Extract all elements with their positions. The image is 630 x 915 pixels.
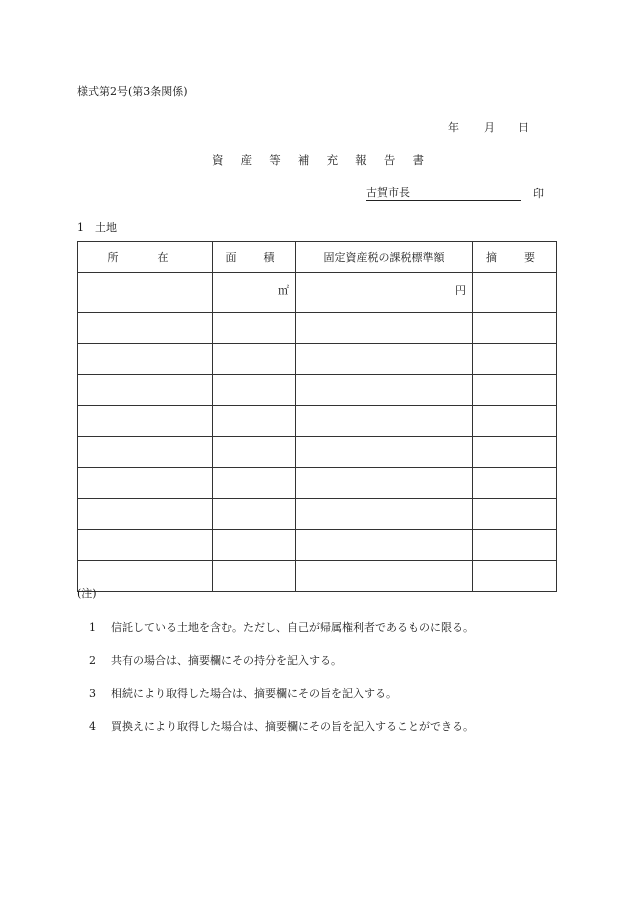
note-number: 4 <box>89 720 96 733</box>
section-heading: 1 土地 <box>77 221 117 234</box>
cell-tax-value[interactable] <box>296 499 473 530</box>
cell-remarks[interactable] <box>473 468 557 499</box>
table-row <box>78 406 557 437</box>
table-row <box>78 375 557 406</box>
cell-area[interactable] <box>213 437 296 468</box>
cell-remarks[interactable] <box>473 530 557 561</box>
cell-tax-value[interactable] <box>296 406 473 437</box>
table-row <box>78 344 557 375</box>
cell-location[interactable] <box>78 437 213 468</box>
title-char: 報 <box>355 153 367 167</box>
table-row <box>78 437 557 468</box>
notes-label: (注) <box>77 587 97 600</box>
seal-mark: 印 <box>533 187 544 200</box>
cell-remarks[interactable] <box>473 375 557 406</box>
area-unit: ㎡ <box>278 284 289 297</box>
cell-tax-value[interactable] <box>296 375 473 406</box>
cell-location[interactable] <box>78 344 213 375</box>
cell-tax-value[interactable] <box>296 344 473 375</box>
table-header-row <box>78 242 557 273</box>
date-year-label: 年 <box>448 121 459 134</box>
note-text: 買換えにより取得した場合は、摘要欄にその旨を記入することができる。 <box>111 720 474 733</box>
cell-remarks[interactable] <box>473 437 557 468</box>
note-number: 3 <box>89 687 96 700</box>
cell-area[interactable] <box>213 499 296 530</box>
cell-location[interactable] <box>78 530 213 561</box>
cell-area[interactable] <box>213 375 296 406</box>
title-char: 書 <box>412 153 424 167</box>
document-title <box>212 155 424 167</box>
title-char: 告 <box>383 153 396 167</box>
cell-remarks[interactable] <box>473 499 557 530</box>
note-text: 相続により取得した場合は、摘要欄にその旨を記入する。 <box>111 687 397 700</box>
header-tax-value: 固定資産税の課税標準額 <box>296 242 473 273</box>
table-row <box>78 561 557 592</box>
cell-area[interactable] <box>213 530 296 561</box>
header-location: 所 在 <box>78 242 213 273</box>
note-text: 共有の場合は、摘要欄にその持分を記入する。 <box>111 654 342 667</box>
cell-remarks[interactable] <box>473 273 557 313</box>
table-row <box>78 499 557 530</box>
table-row <box>78 313 557 344</box>
form-number: 様式第2号(第3条関係) <box>77 85 188 98</box>
date-line <box>448 122 538 133</box>
cell-location[interactable] <box>78 406 213 437</box>
note-item <box>89 655 474 688</box>
cell-remarks[interactable] <box>473 406 557 437</box>
cell-tax-value[interactable] <box>296 468 473 499</box>
header-remarks: 摘 要 <box>473 242 557 273</box>
cell-tax-value[interactable] <box>296 561 473 592</box>
cell-location[interactable] <box>78 273 213 313</box>
cell-tax-value[interactable] <box>296 437 473 468</box>
cell-area[interactable] <box>213 344 296 375</box>
note-item <box>89 688 474 721</box>
cell-location[interactable] <box>78 499 213 530</box>
cell-remarks[interactable] <box>473 344 557 375</box>
cell-location[interactable] <box>78 468 213 499</box>
cell-location[interactable] <box>78 313 213 344</box>
date-month-label: 月 <box>484 121 495 134</box>
table-row <box>78 273 557 313</box>
date-day-label: 日 <box>518 121 529 134</box>
cell-remarks[interactable] <box>473 561 557 592</box>
cell-remarks[interactable] <box>473 313 557 344</box>
title-char: 等 <box>269 153 281 167</box>
title-char: 補 <box>297 153 310 167</box>
note-text: 信託している土地を含む。ただし、自己が帰属権利者であるものに限る。 <box>111 621 474 634</box>
note-item <box>89 622 474 655</box>
table-row <box>78 468 557 499</box>
yen-unit: 円 <box>455 284 466 297</box>
notes-list <box>89 622 474 754</box>
title-char: 充 <box>326 153 339 167</box>
cell-area[interactable] <box>213 468 296 499</box>
cell-location[interactable] <box>78 375 213 406</box>
cell-area[interactable] <box>213 273 296 313</box>
cell-tax-value[interactable] <box>296 273 473 313</box>
cell-area[interactable] <box>213 406 296 437</box>
note-number: 2 <box>89 654 96 667</box>
cell-area[interactable] <box>213 313 296 344</box>
title-char: 産 <box>240 153 253 167</box>
cell-location[interactable] <box>78 561 213 592</box>
table-row <box>78 530 557 561</box>
title-char: 資 <box>212 153 224 167</box>
addressee-name: 古賀市長 <box>366 187 521 201</box>
cell-area[interactable] <box>213 561 296 592</box>
cell-tax-value[interactable] <box>296 313 473 344</box>
land-table <box>77 241 557 592</box>
note-number: 1 <box>89 621 96 634</box>
addressee-line <box>366 187 544 201</box>
cell-tax-value[interactable] <box>296 530 473 561</box>
header-area: 面 積 <box>213 242 296 273</box>
note-item <box>89 721 474 754</box>
